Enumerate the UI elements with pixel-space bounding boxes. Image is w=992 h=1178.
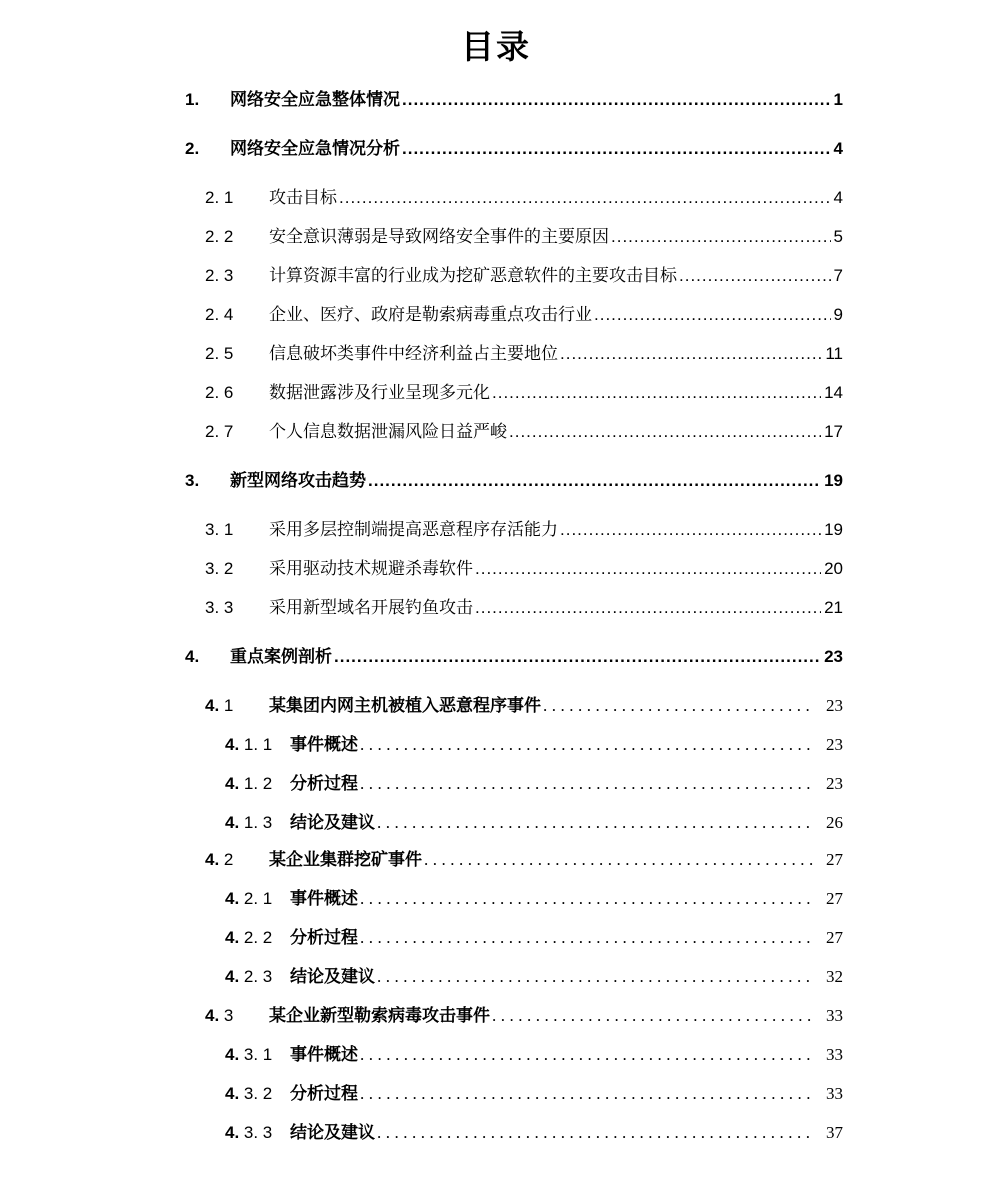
toc-entry-title: 采用驱动技术规避杀毒软件	[269, 559, 473, 578]
toc-entry-number: 4.	[185, 647, 200, 666]
toc-entry-title: 采用多层控制端提高恶意程序存活能力	[269, 520, 558, 539]
toc-entry-title: 事件概述	[290, 1045, 358, 1064]
toc-entry-4-3[interactable]	[185, 1003, 843, 1029]
toc-entry-title: 网络安全应急整体情况	[230, 90, 400, 109]
dot-leader	[558, 341, 822, 367]
toc-entry-number: 4. 1. 3	[225, 813, 273, 832]
toc-entry-page: 7	[833, 266, 843, 285]
toc-entry-number: 2. 1	[205, 188, 234, 207]
toc-entry-page: 26	[826, 813, 843, 832]
toc-entry-page: 19	[824, 471, 843, 490]
toc-entry-number: 2.	[185, 139, 200, 158]
toc-entry-number: 4. 3	[205, 1006, 234, 1025]
dot-leader	[337, 185, 831, 211]
toc-entry-page: 20	[824, 559, 843, 578]
dot-leader	[677, 263, 831, 289]
dot-leader	[592, 302, 831, 328]
toc-entry-page: 4	[833, 139, 843, 158]
dot-leader	[400, 136, 831, 162]
toc-entry-title: 分析过程	[290, 774, 358, 793]
toc-entry-title: 个人信息数据泄漏风险日益严峻	[269, 422, 507, 441]
toc-entry-page: 23	[826, 774, 843, 793]
toc-entry-title: 结论及建议	[290, 813, 375, 832]
toc-entry-title: 某企业集群挖矿事件	[269, 850, 422, 869]
toc-entry-page: 5	[833, 227, 843, 246]
toc-entry-number: 4. 1	[205, 696, 234, 715]
toc-entry-title: 信息破坏类事件中经济利益占主要地位	[269, 344, 558, 363]
toc-list	[0, 87, 992, 1146]
toc-entry-page: 33	[826, 1084, 843, 1103]
toc-entry-page: 21	[824, 598, 843, 617]
toc-entry-page: 32	[826, 967, 843, 986]
toc-entry-4-1-1[interactable]	[185, 732, 843, 758]
dot-leader	[366, 468, 821, 494]
toc-entry-2-6[interactable]	[185, 380, 843, 406]
toc-entry-title: 数据泄露涉及行业呈现多元化	[269, 383, 490, 402]
toc-entry-number: 4. 3. 1	[225, 1045, 273, 1064]
toc-entry-number: 4. 1. 2	[225, 774, 273, 793]
toc-entry-4-1[interactable]	[185, 693, 843, 719]
toc-entry-3-2[interactable]	[185, 556, 843, 582]
dot-leader	[541, 693, 814, 719]
dot-leader	[358, 1081, 814, 1107]
toc-entry-page: 27	[826, 928, 843, 947]
toc-entry-title: 某集团内网主机被植入恶意程序事件	[269, 696, 541, 715]
dot-leader	[422, 847, 814, 873]
toc-entry-title: 结论及建议	[290, 1123, 375, 1142]
toc-entry-number: 4. 3. 3	[225, 1123, 273, 1142]
toc-entry-title: 企业、医疗、政府是勒索病毒重点攻击行业	[269, 305, 592, 324]
toc-entry-title: 安全意识薄弱是导致网络安全事件的主要原因	[269, 227, 609, 246]
dot-leader	[558, 517, 821, 543]
toc-entry-number: 3. 1	[205, 520, 234, 539]
toc-entry-page: 11	[825, 344, 843, 363]
dot-leader	[358, 732, 814, 758]
toc-entry-title: 新型网络攻击趋势	[230, 471, 366, 490]
dot-leader	[490, 1003, 814, 1029]
dot-leader	[375, 964, 814, 990]
toc-entry-page: 27	[826, 889, 843, 908]
dot-leader	[375, 1120, 814, 1146]
toc-entry-page: 27	[826, 850, 843, 869]
toc-entry-title: 事件概述	[290, 735, 358, 754]
toc-entry-number: 4. 2. 1	[225, 889, 273, 908]
dot-leader	[358, 886, 814, 912]
dot-leader	[332, 644, 821, 670]
toc-entry-number: 4. 2. 3	[225, 967, 273, 986]
toc-entry-title: 某企业新型勒索病毒攻击事件	[269, 1006, 490, 1025]
toc-entry-title: 分析过程	[290, 928, 358, 947]
toc-entry-number: 1.	[185, 90, 200, 109]
dot-leader	[609, 224, 831, 250]
toc-entry-number: 4. 3. 2	[225, 1084, 273, 1103]
toc-entry-title: 计算资源丰富的行业成为挖矿恶意软件的主要攻击目标	[269, 266, 677, 285]
dot-leader	[375, 810, 814, 836]
toc-entry-4-2[interactable]	[185, 847, 843, 873]
toc-entry-title: 事件概述	[290, 889, 358, 908]
toc-entry-number: 2. 2	[205, 227, 234, 246]
toc-entry-number: 2. 5	[205, 344, 234, 363]
toc-entry-title: 攻击目标	[269, 188, 337, 207]
toc-entry-number: 2. 7	[205, 422, 234, 441]
toc-entry-2-1[interactable]	[185, 185, 843, 211]
toc-entry-4-2-3[interactable]	[185, 964, 843, 990]
toc-entry-page: 23	[826, 696, 843, 715]
toc-entry-number: 3. 3	[205, 598, 234, 617]
toc-entry-title: 结论及建议	[290, 967, 375, 986]
toc-entry-2[interactable]	[185, 136, 843, 162]
toc-entry-number: 4. 1. 1	[225, 735, 273, 754]
toc-entry-page: 9	[833, 305, 843, 324]
toc-entry-3-3[interactable]	[185, 595, 843, 621]
toc-entry-title: 分析过程	[290, 1084, 358, 1103]
toc-entry-4-1-2[interactable]	[185, 771, 843, 797]
toc-entry-page: 37	[826, 1123, 843, 1142]
dot-leader	[358, 925, 814, 951]
toc-entry-number: 2. 3	[205, 266, 234, 285]
toc-entry-2-7[interactable]	[185, 419, 843, 445]
toc-entry-number: 3.	[185, 471, 200, 490]
toc-entry-page: 14	[824, 383, 843, 402]
toc-entry-page: 33	[826, 1006, 843, 1025]
toc-entry-page: 17	[824, 422, 843, 441]
toc-entry-4-1-3[interactable]	[185, 810, 843, 836]
toc-entry-3[interactable]	[185, 468, 843, 494]
toc-entry-page: 4	[833, 188, 843, 207]
page-title: 目录	[461, 28, 531, 65]
dot-leader	[490, 380, 821, 406]
toc-entry-page: 19	[824, 520, 843, 539]
dot-leader	[358, 771, 814, 797]
toc-entry-4-3-1[interactable]	[185, 1042, 843, 1068]
toc-entry-1[interactable]	[185, 87, 843, 113]
toc-entry-number: 4. 2	[205, 850, 234, 869]
dot-leader	[473, 556, 821, 582]
toc-entry-title: 网络安全应急情况分析	[230, 139, 400, 158]
toc-entry-4[interactable]	[185, 644, 843, 670]
dot-leader	[400, 87, 831, 113]
toc-entry-3-1[interactable]	[185, 517, 843, 543]
toc-entry-2-2[interactable]	[185, 224, 843, 250]
toc-entry-title: 采用新型域名开展钓鱼攻击	[269, 598, 473, 617]
toc-entry-4-3-2[interactable]	[185, 1081, 843, 1107]
dot-leader	[473, 595, 821, 621]
toc-entry-page: 33	[826, 1045, 843, 1064]
toc-entry-title: 重点案例剖析	[230, 647, 332, 666]
toc-entry-number: 2. 4	[205, 305, 234, 324]
toc-entry-2-4[interactable]	[185, 302, 843, 328]
toc-entry-page: 23	[824, 647, 843, 666]
toc-entry-4-2-1[interactable]	[185, 886, 843, 912]
dot-leader	[358, 1042, 814, 1068]
toc-entry-page: 23	[826, 735, 843, 754]
toc-entry-number: 2. 6	[205, 383, 234, 402]
toc-entry-page: 1	[833, 90, 843, 109]
toc-entry-4-3-3[interactable]	[185, 1120, 843, 1146]
toc-entry-number: 3. 2	[205, 559, 234, 578]
toc-entry-2-5[interactable]	[185, 341, 843, 367]
toc-entry-number: 4. 2. 2	[225, 928, 273, 947]
toc-entry-4-2-2[interactable]	[185, 925, 843, 951]
toc-entry-2-3[interactable]	[185, 263, 843, 289]
dot-leader	[507, 419, 821, 445]
